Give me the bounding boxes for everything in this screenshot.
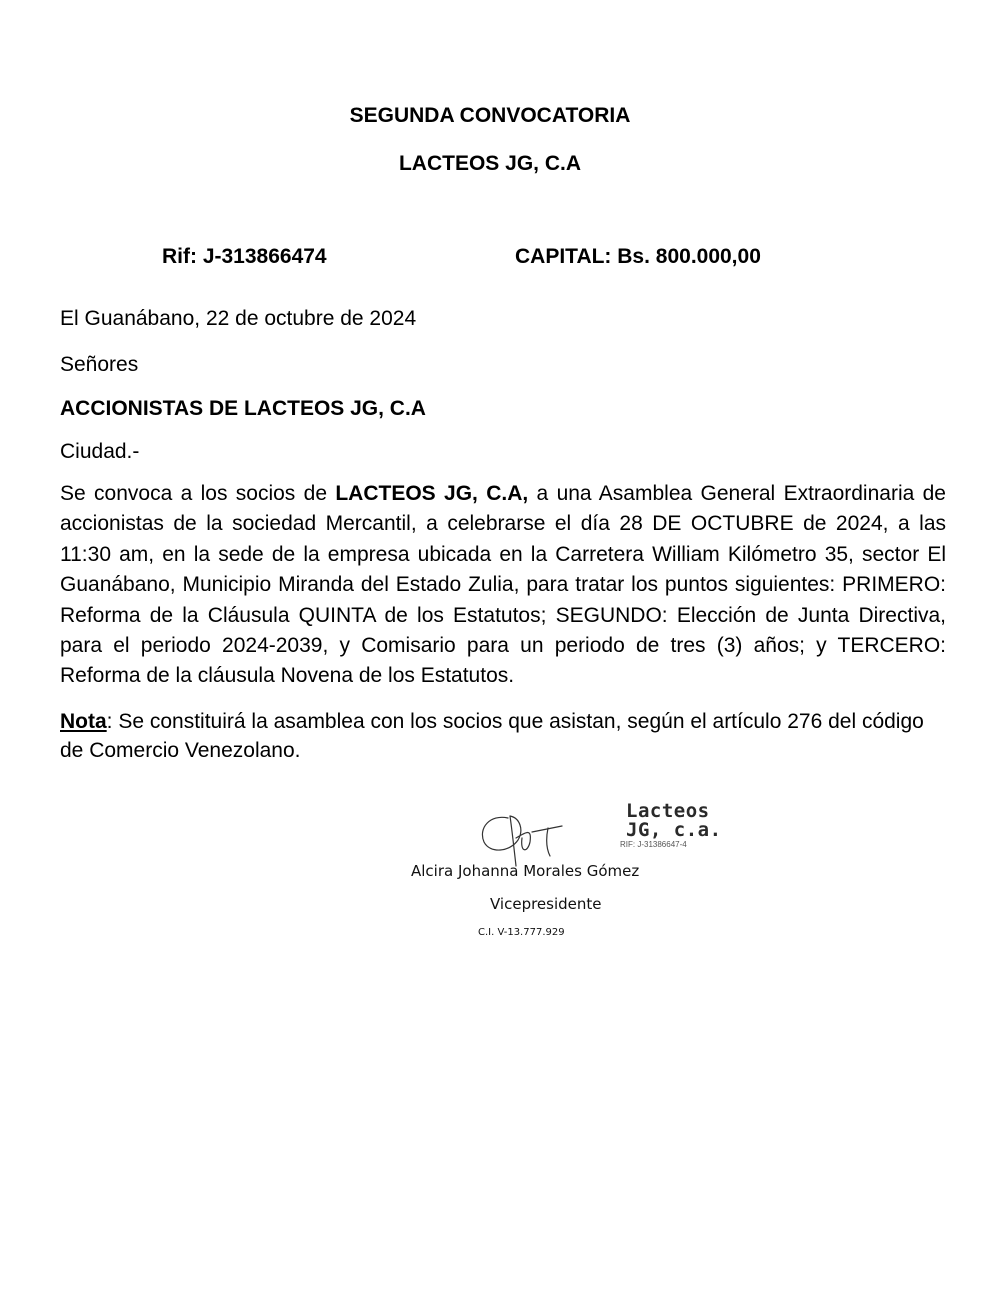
capital-amount: CAPITAL: Bs. 800.000,00 xyxy=(515,245,761,268)
signer-title: Vicepresidente xyxy=(490,895,602,913)
city-line: Ciudad.- xyxy=(60,440,140,463)
note-label: Nota xyxy=(60,710,107,733)
signer-id-number: C.I. V-13.777.929 xyxy=(478,927,565,938)
recipient: ACCIONISTAS DE LACTEOS JG, C.A xyxy=(60,397,426,420)
company-stamp xyxy=(620,800,730,850)
note-text: : Se constituirá la asamblea con los socios que asistan, según el artículo 276 del código de Comercio Venezolano. xyxy=(60,710,924,762)
rif-number: Rif: J-313866474 xyxy=(162,245,327,268)
convocation-paragraph xyxy=(60,479,946,692)
stamp-company-line1: Lacteos xyxy=(626,800,710,822)
salutation: Señores xyxy=(60,353,139,376)
stamp-company-line2: JG, c.a. xyxy=(626,819,722,841)
date-line: El Guanábano, 22 de octubre de 2024 xyxy=(60,307,417,330)
body-company-name: LACTEOS JG, C.A, xyxy=(335,482,529,505)
company-name-heading: LACTEOS JG, C.A xyxy=(398,152,582,175)
signer-name: Alcira Johanna Morales Gómez xyxy=(411,862,640,880)
body-text: a una Asamblea General Extraordinaria de accionistas de la sociedad Mercantil, a celebrarse el día 28 DE OCTUBRE de 2024, a las 11:30 am, en la sede de la empresa ubicada en la Carretera William Kilómetro 35, sector El Guanábano, Municipio Miranda del Estado Zulia, para tratar los puntos siguientes: PRIMERO: Reforma de la Cláusula QUINTA de los Estatutos; SEGUNDO: Elección de Junta Directiva, para el periodo 2024-2039, y Comisario para un periodo de tres (3) años; y TERCERO: Reforma de la cláusula Novena de los Estatutos. xyxy=(60,482,946,688)
stamp-rif: RIF: J-31386647-4 xyxy=(620,840,687,849)
document-title: SEGUNDA CONVOCATORIA xyxy=(349,104,631,127)
body-prefix: Se convoca a los socios de xyxy=(60,482,336,505)
note-paragraph xyxy=(60,707,946,765)
